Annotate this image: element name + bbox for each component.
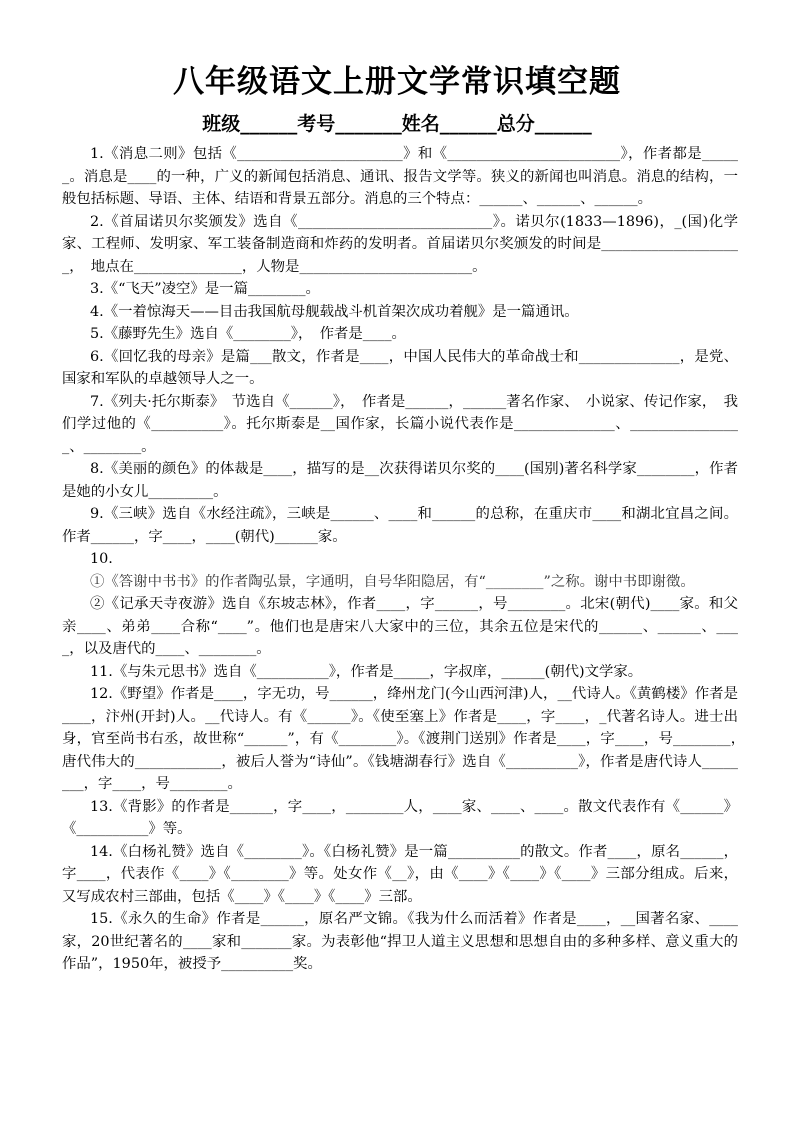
- question-10-part-2: ②《记承天寺夜游》选自《东坡志林》，作者____，字______，号________。北宋(朝代)____家。和父亲____、弟弟____合称“____”。他们也是唐宋八大家中的三位，其余五位是宋代的______、______、____，以及唐代的____、________。: [62, 596, 738, 657]
- question-10-part-1: ①《答谢中书书》的作者陶弘景，字通明，自号华阳隐居，有“________”之称。谢中书即谢徵。: [90, 573, 695, 590]
- question-9: 9.《三峡》选自《水经注疏》，三峡是______、____和______的总称，在重庆市____和湖北宜昌之间。作者______，字____，____(朝代)______家。: [62, 506, 738, 545]
- question-7: 7.《列夫·托尔斯泰》 节选自《______》， 作者是______，______著名作家、 小说家、传记作家， 我们学过他的《__________》。托尔斯泰是__国作家，长篇小说代表作是______________、________________、________。: [62, 393, 738, 455]
- question-4: 4.《一着惊海天——目击我国航母舰载战斗机首架次成功着舰》是一篇通讯。: [90, 303, 579, 320]
- question-1: 1.《消息二则》包括《_______________________》和《________________________》，作者都是______。消息是____的一种，广义的新闻包括消息、通讯、报告文学等。狭义的新闻也叫消息。消息的结构，一般包括标题、导语、主体、结语和背景五部分。消息的三个特点：______、______、______。: [62, 146, 738, 207]
- question-15: 15.《永久的生命》作者是______，原名严文锦。《我为什么而活着》作者是____，__国著名家、____家，20世纪著名的____家和_______家。为表彰他“捍卫人道主义思想和思想自由的多种多样、意义重大的作品”，1950年，被授予__________奖。: [62, 911, 738, 972]
- question-11: 11.《与朱元思书》选自《__________》，作者是_____，字叔庠，______(朝代)文学家。: [90, 663, 643, 680]
- question-12: 12.《野望》作者是____，字无功，号______，绛州龙门(今山西河津)人，__代诗人。《黄鹤楼》作者是____，汴州(开封)人。__代诗人。有《______》。《使至塞上》作者是____，字____，_代著名诗人。进士出身，官至尚书右丞，故世称“______”，有《________》。《渡荆门送别》作者是____，字____，号________， 唐代伟大的____________，被后人誉为“诗仙”。《钱塘湖春行》选自《__________》，作者是唐代诗人________，字____，号________。: [62, 686, 753, 792]
- question-8: 8.《美丽的颜色》的体裁是____，描写的是__次获得诺贝尔奖的____(国别)著名科学家________，作者是她的小女儿_________。: [62, 461, 738, 500]
- question-13: 13.《背影》的作者是______，字____，________人，____家、____、____。散文代表作有《______》《__________》等。: [62, 798, 738, 837]
- question-3: 3.《“飞天”凌空》是一篇________。: [90, 281, 320, 297]
- question-list: [62, 143, 753, 976]
- question-2: 2.《首届诺贝尔奖颁发》选自《___________________________》。诺贝尔(1833—1896)，_(国)化学家、工程师、发明家、军工装备制造商和炸药的发明者。首届诺贝尔奖颁发的时间是____________________， 地点在_______________，人物是________________________。: [62, 213, 738, 275]
- question-10-number: 10.: [90, 551, 113, 567]
- student-info-line: 班级______考号_______姓名______总分______: [202, 113, 592, 135]
- page-title: 八年级语文上册文学常识填空题: [173, 64, 621, 100]
- question-6: 6.《回忆我的母亲》是篇___散文，作者是____，中国人民伟大的革命战士和______________，是党、国家和军队的卓越领导人之一。: [62, 348, 738, 387]
- question-14: 14.《白杨礼赞》选自《________》。《白杨礼赞》是一篇__________的散文。作者____，原名______，字____，代表作《____》《________》等。处女作《__》，由《____》《____》《____》三部分组成。后来，又写成农村三部曲，包括《____》《____》《____》三部。: [62, 843, 738, 905]
- question-5: 5.《藤野先生》选自《________》， 作者是____。: [90, 326, 406, 342]
